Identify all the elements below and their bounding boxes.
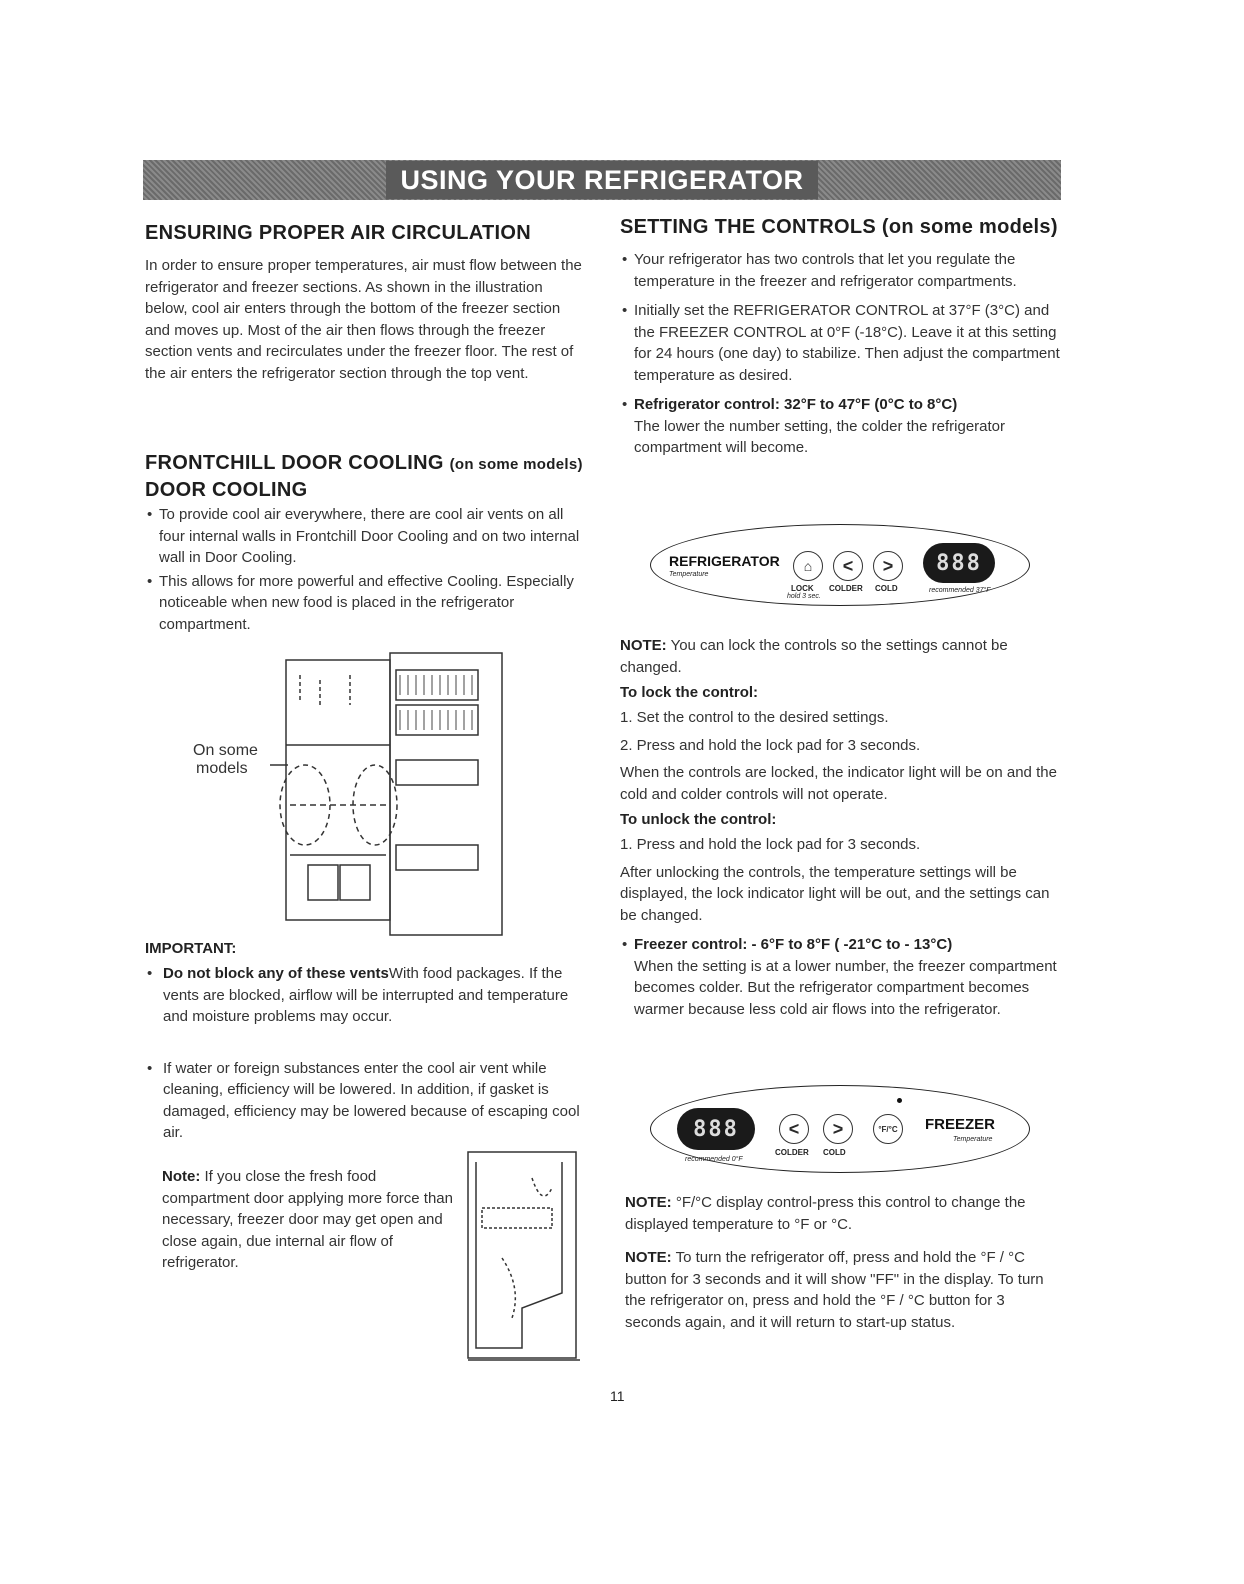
frz-cold-button[interactable] — [823, 1114, 853, 1144]
chevron-left-icon: < — [788, 1118, 800, 1139]
frontchill-bullet-2: • This allows for more powerful and effective Cooling. Especially noticeable when new food is placed in the refrigerator compartment. — [145, 571, 585, 636]
ref-control-label: • Refrigerator control: 32°F to 47°F (0°C to 8°C) — [634, 396, 958, 413]
refrigerator-control-panel — [650, 524, 1030, 606]
figure-label-line1: On some — [193, 742, 258, 759]
freezer-control-label: • Freezer control: - 6°F to 8°F ( -21°C to - 13°C) — [634, 936, 953, 953]
note-fc-text: °F/°C display control-press this control to change the displayed temperature to °F or °C. — [625, 1194, 1026, 1233]
chevron-right-icon: > — [832, 1118, 844, 1139]
lock-label: LOCK — [791, 584, 814, 593]
lock-note-label: NOTE: — [620, 637, 667, 654]
frz-panel-subtitle: Temperature — [953, 1136, 993, 1143]
controls-bullet-2: • Initially set the REFRIGERATOR CONTROL at 37°F (3°C) and the FREEZER CONTROL at 0°F (-18°C). Leave it at this setting for 24 hours (one day) to stabilize. Then adjust the compartment temperature as desired. — [620, 300, 1060, 386]
unlock-title: To unlock the control: — [620, 811, 777, 828]
ref-control-text: The lower the number setting, the colder the refrigerator compartment will become. — [634, 417, 1006, 456]
note-off — [625, 1247, 1063, 1333]
door-note-label: Note: — [162, 1168, 201, 1185]
frontchill-section — [145, 452, 585, 635]
fridge-drawing — [190, 645, 520, 940]
controls-heading — [620, 216, 1060, 239]
chevron-right-icon: > — [882, 555, 894, 576]
freezer-notes — [625, 1192, 1063, 1333]
lock-button[interactable] — [793, 551, 823, 581]
freezer-control-text: When the setting is at a lower number, the freezer compartment becomes colder. But the refrigerator compartment becomes warmer because less cold air flows into the refrigerator. — [634, 957, 1057, 1018]
air-heading: ENSURING PROPER AIR CIRCULATION — [145, 222, 531, 244]
note-fc-label: NOTE: — [625, 1194, 672, 1211]
unlock-step-1: 1. Press and hold the lock pad for 3 seconds. — [620, 836, 921, 853]
fridge-illustration — [190, 645, 520, 940]
figure-label-line2: models — [196, 760, 248, 777]
lock-step-1: 1. Set the control to the desired settings. — [620, 709, 889, 726]
fahrenheit-celsius-button[interactable] — [873, 1114, 903, 1144]
cold-button[interactable] — [873, 551, 903, 581]
ref-panel-title: REFRIGERATOR — [669, 553, 780, 569]
frz-colder-button[interactable] — [779, 1114, 809, 1144]
freezer-door-illustration — [462, 1148, 584, 1366]
important-bullet-1-rest: With food packages. If the vents are blocked, airflow will be interrupted and temperature and moisture problems may occur. — [163, 965, 569, 1025]
frz-panel-title: FREEZER — [925, 1116, 996, 1133]
note-off-label: NOTE: — [625, 1249, 672, 1266]
frz-recommended-label: recommended 0°F — [685, 1156, 743, 1163]
page-number: 11 — [610, 1388, 625, 1404]
note-fc — [625, 1192, 1063, 1235]
lock-icon: ⌂ — [803, 558, 813, 574]
colder-label: COLDER — [829, 584, 863, 593]
ref-panel-subtitle: Temperature — [669, 571, 709, 578]
important-bullet-1 — [145, 963, 590, 1028]
lock-after: When the controls are locked, the indicator light will be on and the cold and colder controls will not operate. — [620, 764, 1057, 803]
cold-label: COLD — [875, 584, 898, 593]
ref-recommended-label: recommended 37°F — [929, 587, 991, 594]
section-banner — [143, 160, 1061, 200]
indicator-light-icon — [897, 1098, 902, 1103]
controls-section — [620, 216, 1060, 459]
air-body: In order to ensure proper temperatures, air must flow between the refrigerator and freezer sections. As shown in the illustration below, cool air enters through the bottom of the freezer section and moves up. Most of the air then flows through the freezer section vents and recirculates under the freezer floor. The rest of the air enters the refrigerator section through the top vent. — [145, 257, 582, 382]
important-section — [145, 940, 590, 1144]
frontchill-heading-suffix: (on some models) — [449, 456, 583, 473]
ref-temperature-display: 888 — [923, 543, 995, 583]
controls-heading-text: SETTING THE CONTROLS — [620, 216, 876, 238]
door-note — [162, 1166, 462, 1274]
lock-title: To lock the control: — [620, 684, 759, 701]
door-cooling-heading: DOOR COOLING — [145, 479, 308, 501]
controls-heading-suffix: (on some models) — [881, 216, 1058, 238]
hold-label: hold 3 sec. — [787, 593, 821, 600]
door-note-text — [162, 1166, 462, 1274]
lock-step-2: 2. Press and hold the lock pad for 3 seconds. — [620, 736, 921, 754]
chevron-left-icon: < — [842, 555, 854, 576]
frz-colder-label: COLDER — [775, 1148, 809, 1157]
important-bullet-1-bold: Do not block any of these vents — [163, 965, 389, 982]
door-note-body: If you close the fresh food compartment door applying more force than necessary, freezer door may get open and close again, due internal air flow of refrigerator. — [162, 1168, 453, 1271]
frontchill-heading — [145, 452, 585, 475]
freezer-control-bullet — [620, 934, 1062, 1020]
frontchill-heading-text: FRONTCHILL DOOR COOLING — [145, 452, 444, 474]
unlock-after: After unlocking the controls, the temperature settings will be displayed, the lock indicator light will be out, and the settings can be changed. — [620, 863, 1050, 924]
ref-control-bullet — [620, 394, 1060, 459]
freezer-control-panel — [650, 1085, 1030, 1173]
lock-note-text: You can lock the controls so the settings cannot be changed. — [620, 637, 1008, 676]
frontchill-bullet-1: • To provide cool air everywhere, there are cool air vents on all four internal walls in Frontchill Door Cooling and on two internal wall in Door Cooling. — [145, 504, 585, 569]
lock-instructions — [620, 635, 1062, 1020]
important-label: IMPORTANT: — [145, 940, 237, 957]
banner-title: USING YOUR REFRIGERATOR — [386, 161, 817, 199]
air-circulation-section — [145, 222, 585, 384]
controls-bullet-1: • Your refrigerator has two controls that let you regulate the temperature in the freezer and refrigerator compartments. — [620, 249, 1060, 292]
note-off-text: To turn the refrigerator off, press and hold the °F / °C button for 3 seconds and it will show "FF" in the display. To turn the refrigerator on, press and hold the °F / °C button for 3 seconds again, and it will return to start-up status. — [625, 1249, 1044, 1331]
fc-label: °F/°C — [878, 1124, 898, 1134]
colder-button[interactable] — [833, 551, 863, 581]
lock-note — [620, 635, 1062, 678]
important-bullet-2: • If water or foreign substances enter the cool air vent while cleaning, efficiency will be lowered. In addition, if gasket is damaged, efficiency may be lowered because of escaping cool air. — [145, 1058, 590, 1144]
frz-cold-label: COLD — [823, 1148, 846, 1157]
frz-temperature-display: 888 — [677, 1108, 755, 1150]
